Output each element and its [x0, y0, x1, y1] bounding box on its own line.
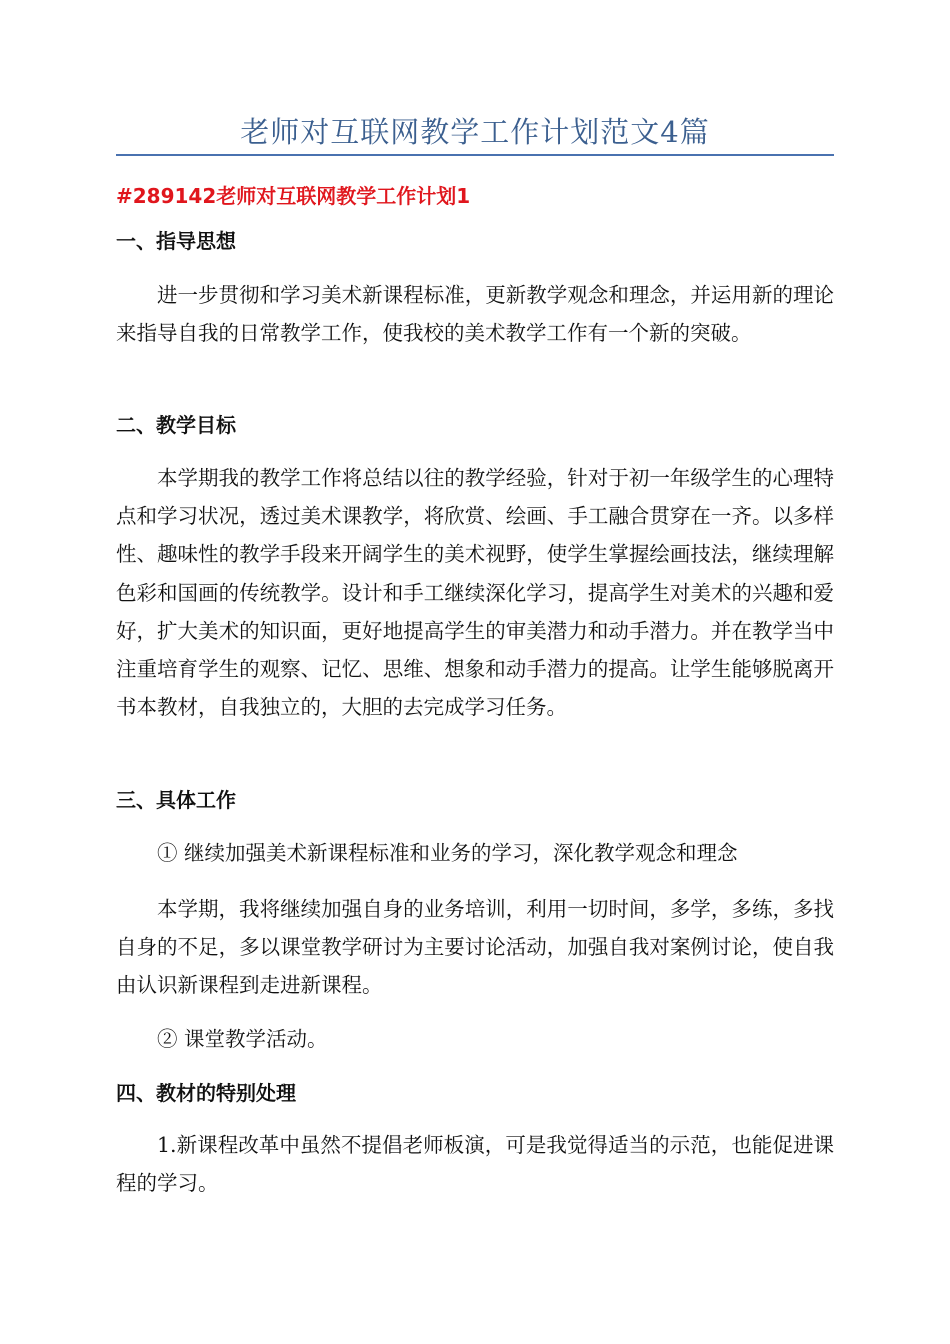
section-heading-2: 二、教学目标 [116, 413, 236, 437]
section-1-paragraph-1: 进一步贯彻和学习美术新课程标准，更新教学观念和理念，并运用新的理论来指导自我的日常教学工作，使我校的美术教学工作有一个新的突破。 [116, 283, 834, 346]
section-3-paragraph-2: 本学期，我将继续加强自身的业务培训，利用一切时间，多学，多练，多找自身的不足，多以课堂教学研讨为主要讨论活动，加强自我对案例讨论，使自我由认识新课程到走进新课程。 [116, 897, 834, 998]
section-4-paragraph-1: 1.新课程改革中虽然不提倡老师板演，可是我觉得适当的示范，也能促进课程的学习。 [116, 1133, 834, 1196]
article-heading: #289142老师对互联网教学工作计划1 [116, 184, 471, 208]
section-heading-3: 三、具体工作 [116, 788, 236, 812]
section-3-paragraph-1: ① 继续加强美术新课程标准和业务的学习，深化教学观念和理念 [157, 841, 738, 865]
document-title: 老师对互联网教学工作计划范文4篇 [240, 115, 710, 149]
title-underline [116, 154, 834, 156]
section-3-paragraph-3: ② 课堂教学活动。 [157, 1027, 328, 1051]
section-heading-1: 一、指导思想 [116, 229, 236, 253]
section-2-paragraph-1: 本学期我的教学工作将总结以往的教学经验，针对于初一年级学生的心理特点和学习状况，透过美术课教学，将欣赏、绘画、手工融合贯穿在一齐。以多样性、趣味性的教学手段来开阔学生的美术视野，使学生掌握绘画技法，继续理解色彩和国画的传统教学。设计和手工继续深化学习，提高学生对美术的兴趣和爱好，扩大美术的知识面，更好地提高学生的审美潜力和动手潜力。并在教学当中注重培育学生的观察、记忆、思维、想象和动手潜力的提高。让学生能够脱离开书本教材，自我独立的，大胆的去完成学习任务。 [116, 466, 834, 720]
section-heading-4: 四、教材的特别处理 [116, 1081, 296, 1105]
